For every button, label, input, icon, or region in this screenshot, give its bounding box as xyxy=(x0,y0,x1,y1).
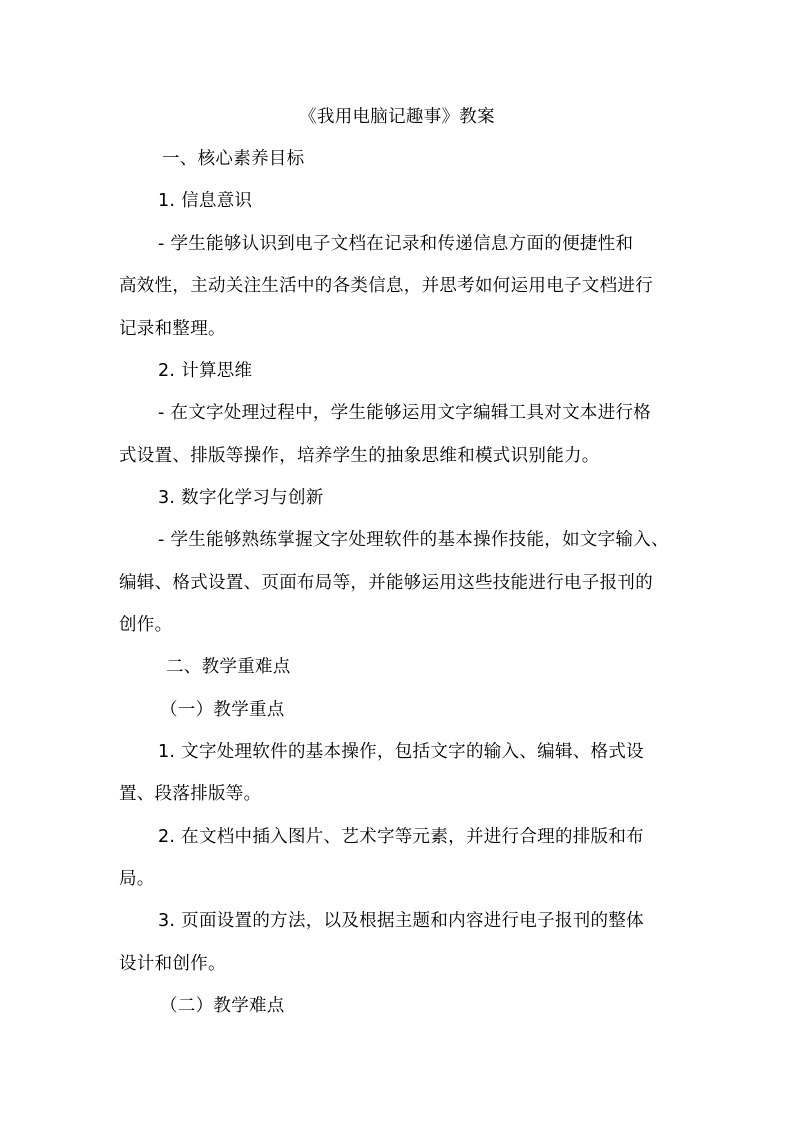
subsection-heading-teaching-difficulties: （二）教学难点 xyxy=(160,996,285,1016)
subsection-heading-teaching-focus: （一）教学重点 xyxy=(160,700,285,720)
paragraph-line: 编辑、格式设置、页面布局等，并能够运用这些技能进行电子报刊的 xyxy=(119,573,653,593)
paragraph-line: - 在文字处理过程中，学生能够运用文字编辑工具对文本进行格 xyxy=(158,403,652,423)
paragraph-line: 记录和整理。 xyxy=(119,319,226,339)
document-title: 《我用电脑记趣事》教案 xyxy=(299,107,495,127)
paragraph-line: 创作。 xyxy=(119,615,173,635)
goal-heading-digital-learning: 3. 数字化学习与创新 xyxy=(158,488,324,508)
paragraph-line: 置、段落排版等。 xyxy=(119,784,262,804)
section-heading-core-goals: 一、核心素养目标 xyxy=(162,149,305,169)
paragraph-line: - 学生能够认识到电子文档在记录和传递信息方面的便捷性和 xyxy=(158,234,634,254)
paragraph-line: 3. 页面设置的方法，以及根据主题和内容进行电子报刊的整体 xyxy=(158,911,644,931)
goal-heading-information-awareness: 1. 信息意识 xyxy=(158,191,253,211)
section-heading-key-points: 二、教学重难点 xyxy=(166,657,291,677)
paragraph-line: 局。 xyxy=(119,869,155,889)
paragraph-line: 高效性，主动关注生活中的各类信息，并思考如何运用电子文档进行 xyxy=(119,276,653,296)
goal-heading-computational-thinking: 2. 计算思维 xyxy=(158,361,253,381)
paragraph-line: - 学生能够熟练掌握文字处理软件的基本操作技能，如文字输入、 xyxy=(158,530,669,550)
paragraph-line: 2. 在文档中插入图片、艺术字等元素，并进行合理的排版和布 xyxy=(158,827,644,847)
paragraph-line: 式设置、排版等操作，培养学生的抽象思维和模式识别能力。 xyxy=(119,446,600,466)
paragraph-line: 设计和创作。 xyxy=(119,954,226,974)
paragraph-line: 1. 文字处理软件的基本操作，包括文字的输入、编辑、格式设 xyxy=(158,742,644,762)
